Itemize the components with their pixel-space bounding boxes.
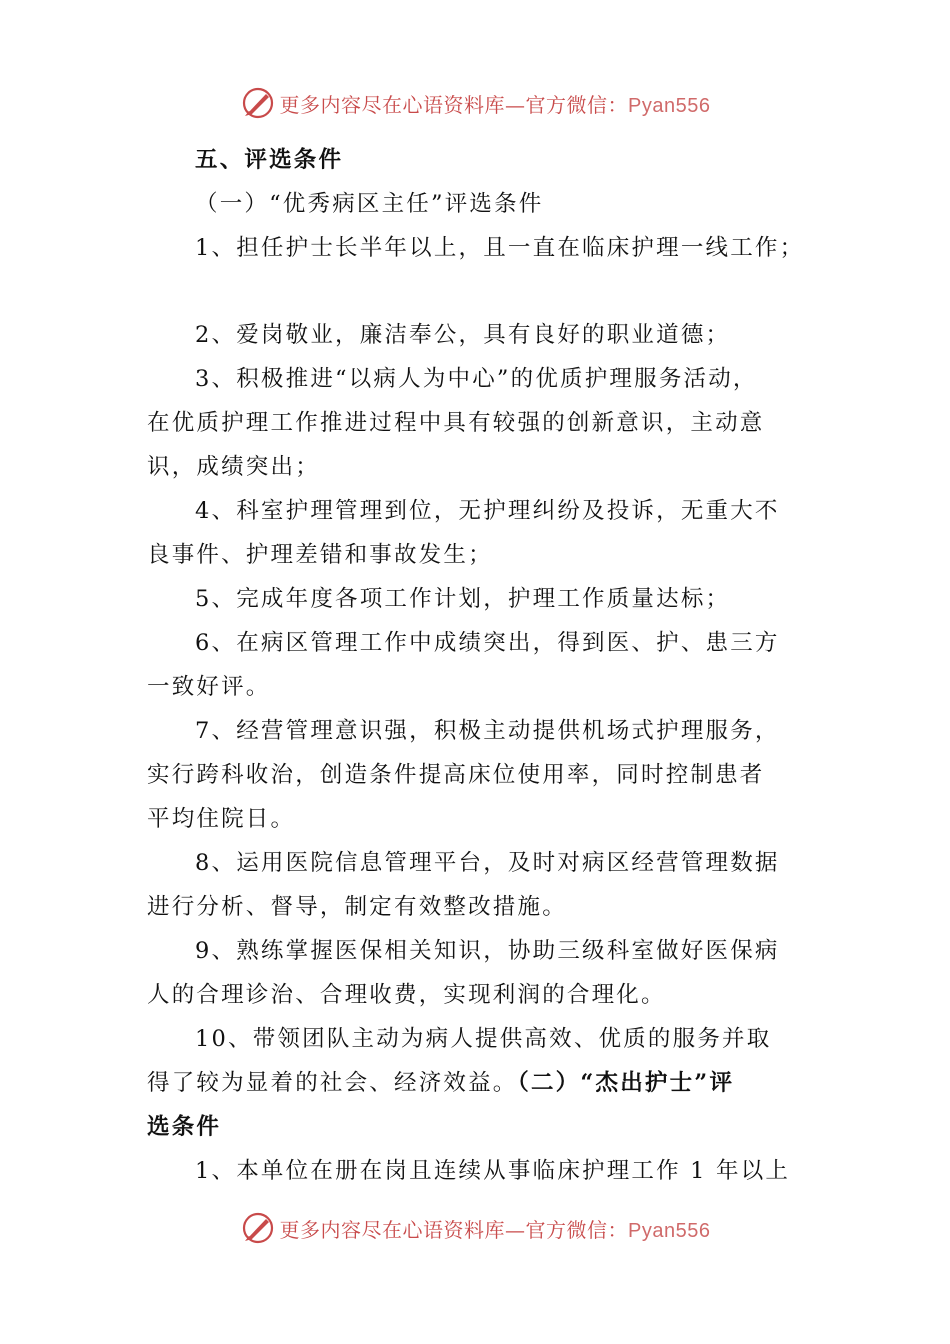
subsection-heading-2-continued: 选条件 xyxy=(147,1114,222,1140)
list-item-continued: 一致好评。 xyxy=(147,674,271,700)
list-item-continued: 进行分析、督导，制定有效整改措施。 xyxy=(147,894,567,920)
list-item: 5、完成年度各项工作计划，护理工作质量达标； xyxy=(195,586,731,612)
list-item-continued: 识，成绩突出； xyxy=(147,454,320,480)
list-item-continued: 在优质护理工作推进过程中具有较强的创新意识，主动意 xyxy=(147,410,765,436)
subsection-heading-2: （二）“杰出护士”评 xyxy=(517,1070,735,1096)
list-item: 8、运用医院信息管理平台，及时对病区经营管理数据 xyxy=(195,850,780,876)
document-body xyxy=(147,138,807,1193)
header-watermark xyxy=(0,83,950,123)
list-item-continued: 良事件、护理差错和事故发生； xyxy=(147,542,493,568)
list-item-continued: 得了较为显着的社会、经济效益。（二）“杰出护士”评 xyxy=(147,1070,735,1096)
list-item: 1、担任护士长半年以上，且一直在临床护理一线工作； xyxy=(195,235,805,261)
list-item-continued: 人的合理诊治、合理收费，实现利润的合理化。 xyxy=(147,982,666,1008)
pen-logo-icon xyxy=(240,1210,276,1246)
section-heading: 五、评选条件 xyxy=(195,147,344,173)
footer-watermark xyxy=(0,1208,950,1248)
list-item: 9、熟练掌握医保相关知识，协助三级科室做好医保病 xyxy=(195,938,780,964)
watermark-text: 更多内容尽在心语资料库—官方微信：Pyan556 xyxy=(279,1217,711,1242)
list-item: 6、在病区管理工作中成绩突出，得到医、护、患三方 xyxy=(195,630,780,656)
subsection-heading: （一）“优秀病区主任”评选条件 xyxy=(195,191,544,217)
pen-logo-icon xyxy=(240,85,276,121)
list-item-continued: 平均住院日。 xyxy=(147,806,296,832)
list-item: 3、积极推进“以病人为中心”的优质护理服务活动， xyxy=(195,366,758,392)
list-item: 10、带领团队主动为病人提供高效、优质的服务并取 xyxy=(195,1026,772,1052)
list-item: 2、爱岗敬业，廉洁奉公，具有良好的职业道德； xyxy=(195,322,731,348)
watermark-text: 更多内容尽在心语资料库—官方微信：Pyan556 xyxy=(279,92,711,117)
list-item: 7、经营管理意识强，积极主动提供机场式护理服务， xyxy=(195,718,780,744)
list-item: 1、本单位在册在岗且连续从事临床护理工作 1 年以上 xyxy=(195,1158,791,1184)
list-item: 4、科室护理管理到位，无护理纠纷及投诉，无重大不 xyxy=(195,498,780,524)
list-item-continued: 实行跨科收治，创造条件提高床位使用率，同时控制患者 xyxy=(147,762,765,788)
